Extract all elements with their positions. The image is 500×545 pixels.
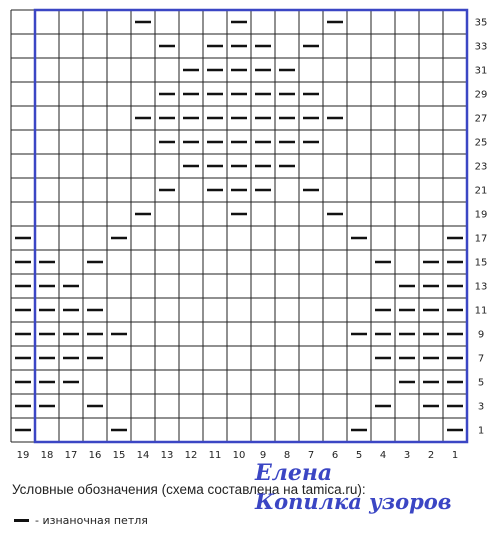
purl-stitch [351,237,367,240]
purl-stitch [231,21,247,24]
row-label: 7 [477,353,485,365]
row-label: 27 [474,113,488,125]
purl-stitch [231,45,247,48]
purl-stitch [375,357,391,360]
purl-stitch [279,93,295,96]
purl-stitch [423,309,439,312]
purl-stitch [375,261,391,264]
purl-stitch [39,309,55,312]
row-label: 31 [474,65,488,77]
purl-stitch [447,309,463,312]
purl-stitch [183,165,199,168]
purl-stitch [15,261,31,264]
column-label: 11 [208,450,222,461]
row-label: 23 [474,161,488,173]
purl-stitch [255,189,271,192]
column-label: 17 [64,450,78,461]
row-label: 29 [474,89,488,101]
purl-stitch [159,45,175,48]
purl-stitch [63,285,79,288]
purl-stitch [399,333,415,336]
purl-stitch [423,357,439,360]
purl-stitch [39,405,55,408]
purl-stitch [231,189,247,192]
purl-stitch [135,213,151,216]
purl-stitch [399,285,415,288]
purl-stitch [351,429,367,432]
row-label: 9 [477,329,485,341]
column-label: 1 [451,450,459,461]
row-label: 17 [474,233,488,245]
legend-item-label: - изнаночная петля [35,514,148,527]
purl-stitch [303,117,319,120]
purl-stitch [159,117,175,120]
purl-stitch [159,93,175,96]
purl-stitch [15,237,31,240]
purl-stitch [423,381,439,384]
purl-stitch [15,381,31,384]
column-label: 2 [427,450,435,461]
purl-symbol-icon [14,519,29,522]
purl-stitch [111,429,127,432]
purl-stitch [231,165,247,168]
purl-stitch [327,117,343,120]
purl-stitch [255,117,271,120]
purl-stitch [375,309,391,312]
purl-stitch [15,429,31,432]
purl-stitch [279,117,295,120]
row-label: 11 [474,305,488,317]
purl-stitch [231,117,247,120]
row-label: 5 [477,377,485,389]
row-label: 21 [474,185,488,197]
legend-item-purl [14,514,148,527]
column-label: 9 [259,450,267,461]
purl-stitch [255,141,271,144]
row-label: 1 [477,425,485,437]
column-label: 10 [232,450,246,461]
column-label: 12 [184,450,198,461]
column-label: 5 [355,450,363,461]
purl-stitch [63,333,79,336]
purl-stitch [423,333,439,336]
purl-stitch [447,357,463,360]
purl-stitch [207,189,223,192]
purl-stitch [87,357,103,360]
purl-stitch [15,285,31,288]
column-label: 7 [307,450,315,461]
purl-stitch [303,189,319,192]
purl-stitch [159,141,175,144]
column-label: 4 [379,450,387,461]
purl-stitch [159,189,175,192]
purl-stitch [303,141,319,144]
purl-stitch [87,309,103,312]
purl-stitch [39,381,55,384]
purl-stitch [183,117,199,120]
purl-stitch [183,141,199,144]
purl-stitch [303,45,319,48]
row-label: 3 [477,401,485,413]
column-label: 6 [331,450,339,461]
purl-stitch [231,213,247,216]
purl-stitch [135,117,151,120]
purl-stitch [207,69,223,72]
purl-stitch [111,237,127,240]
purl-stitch [87,261,103,264]
row-label: 33 [474,41,488,53]
purl-stitch [207,117,223,120]
purl-stitch [375,405,391,408]
purl-stitch [63,309,79,312]
purl-stitch [15,405,31,408]
purl-stitch [255,45,271,48]
purl-stitch [447,237,463,240]
row-label: 35 [474,17,488,29]
purl-stitch [447,429,463,432]
row-label: 13 [474,281,488,293]
purl-stitch [183,69,199,72]
purl-stitch [279,141,295,144]
purl-stitch [63,357,79,360]
purl-stitch [87,333,103,336]
purl-stitch [63,381,79,384]
column-label: 19 [16,450,30,461]
row-label: 19 [474,209,488,221]
purl-stitch [207,165,223,168]
row-label: 15 [474,257,488,269]
purl-stitch [447,261,463,264]
purl-stitch [447,333,463,336]
purl-stitch [447,381,463,384]
column-label: 18 [40,450,54,461]
watermark-author: Елена [255,460,333,486]
purl-stitch [399,309,415,312]
purl-stitch [423,405,439,408]
column-label: 3 [403,450,411,461]
purl-stitch [231,141,247,144]
purl-stitch [111,333,127,336]
purl-stitch [351,333,367,336]
purl-stitch [15,357,31,360]
purl-stitch [135,21,151,24]
purl-stitch [255,69,271,72]
column-label: 8 [283,450,291,461]
purl-stitch [39,285,55,288]
purl-stitch [447,405,463,408]
purl-stitch [399,381,415,384]
purl-stitch [231,69,247,72]
purl-stitch [207,93,223,96]
purl-stitch [447,285,463,288]
purl-stitch [255,93,271,96]
purl-stitch [279,69,295,72]
watermark-site-name: Копилка узоров [255,489,452,514]
purl-stitch [303,93,319,96]
purl-stitch [39,333,55,336]
purl-stitch [87,405,103,408]
purl-stitch [423,285,439,288]
purl-stitch [327,213,343,216]
purl-stitch [423,261,439,264]
column-label: 14 [136,450,150,461]
row-label: 25 [474,137,488,149]
purl-stitch [39,261,55,264]
purl-stitch [15,333,31,336]
purl-stitch [183,93,199,96]
purl-stitch [255,165,271,168]
purl-stitch [399,357,415,360]
purl-stitch [15,309,31,312]
purl-stitch [279,165,295,168]
column-label: 15 [112,450,126,461]
purl-stitch [231,93,247,96]
legend-title: Условные обозначения (схема составлена на tamica.ru): [12,482,366,497]
column-label: 13 [160,450,174,461]
purl-stitch [375,333,391,336]
column-label: 16 [88,450,102,461]
purl-stitch [39,357,55,360]
purl-stitch [207,141,223,144]
purl-stitch [327,21,343,24]
purl-stitch [207,45,223,48]
